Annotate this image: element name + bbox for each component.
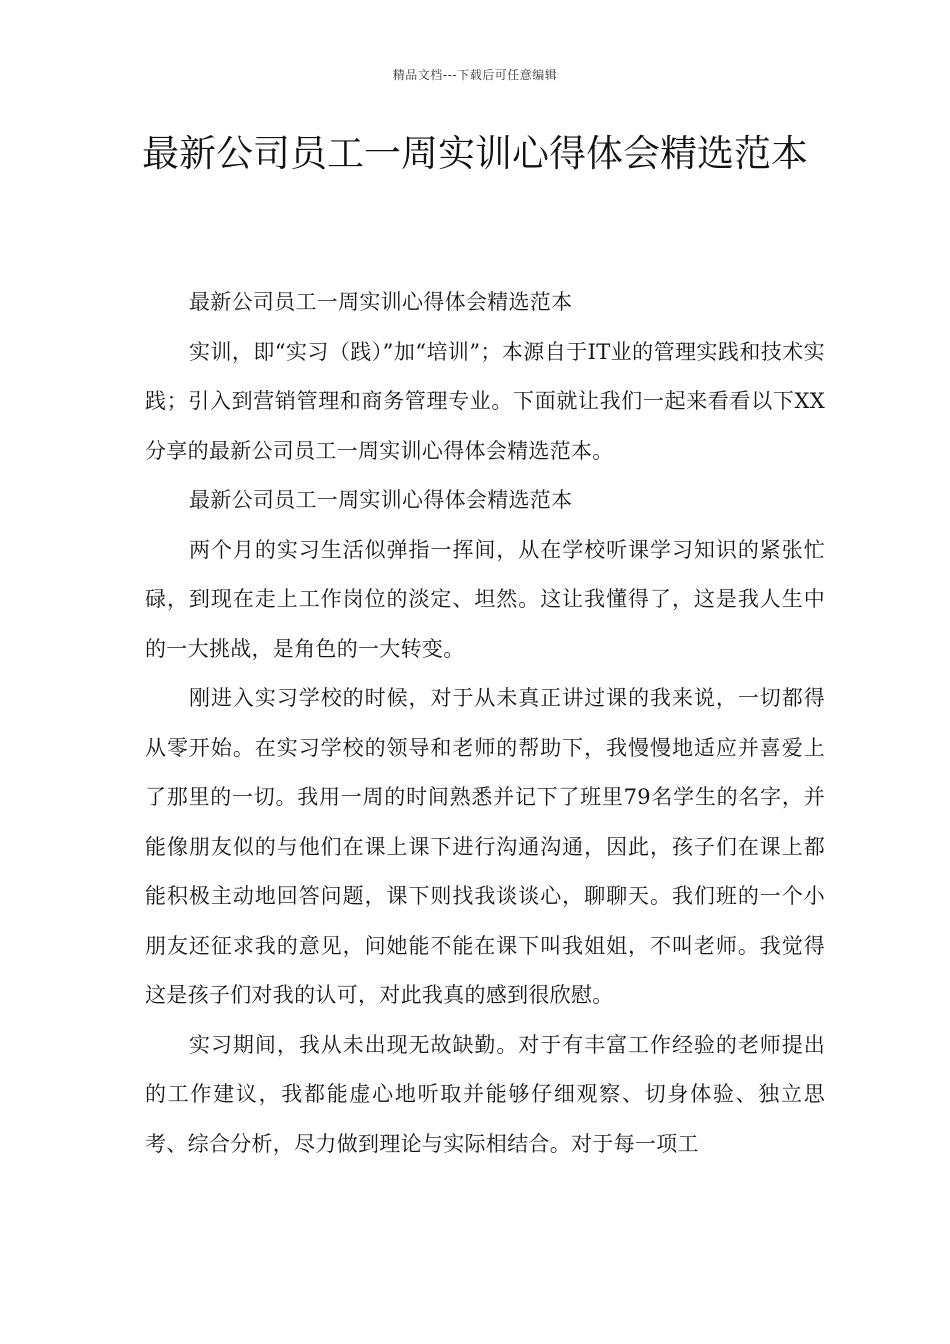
page-title: 最新公司员工一周实训心得体会精选范本 <box>142 132 808 175</box>
header-note: 精品文档---下载后可任意编辑 <box>392 68 558 82</box>
document-body <box>145 278 825 1169</box>
paragraph-body: 实习期间，我从未出现无故缺勤。对于有丰富工作经验的老师提出的工作建议，我都能虚心地听取并能够仔细观察、切身体验、独立思考、综合分析，尽力做到理论与实际相结合。对于每一项工 <box>145 1032 825 1156</box>
paragraph-subtitle: 最新公司员工一周实训心得体会精选范本 <box>189 290 573 314</box>
paragraph-subtitle-repeat: 最新公司员工一周实训心得体会精选范本 <box>189 488 573 512</box>
paragraph-body: 刚进入实习学校的时候，对于从未真正讲过课的我来说，一切都得从零开始。在实习学校的领导和老师的帮助下，我慢慢地适应并喜爱上了那里的一切。我用一周的时间熟悉并记下了班里79名学生的名字，并能像朋友似的与他们在课上课下进行沟通沟通，因此，孩子们在课上都能积极主动地回答问题，课下则找我谈谈心，聊聊天。我们班的一个小朋友还征求我的意见，问她能不能在课下叫我姐姐，不叫老师。我觉得这是孩子们对我的认可，对此我真的感到很欣慰。 <box>145 686 825 1007</box>
paragraph-intro: 实训，即“实习（践）”加“培训”；本源自于IT业的管理实践和技术实践；引入到营销管理和商务管理专业。下面就让我们一起来看看以下XX分享的最新公司员工一周实训心得体会精选范本。 <box>145 339 825 463</box>
paragraph-body: 两个月的实习生活似弹指一挥间，从在学校听课学习知识的紧张忙碌，到现在走上工作岗位的淡定、坦然。这让我懂得了，这是我人生中的一大挑战，是角色的一大转变。 <box>145 537 825 661</box>
